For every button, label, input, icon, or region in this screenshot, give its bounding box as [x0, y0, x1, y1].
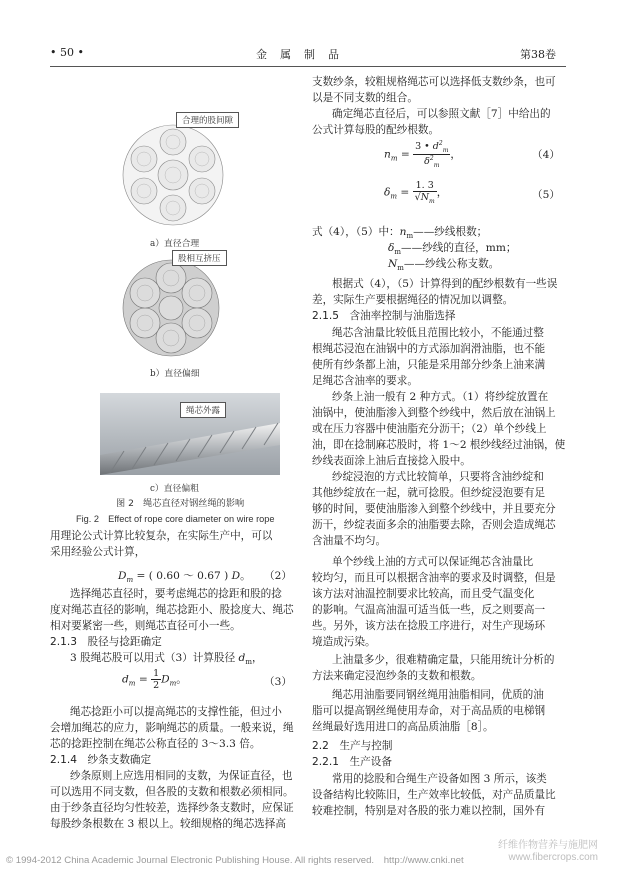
copyright-footer: © 1994-2012 China Academic Journal Electronic Publishing House. All rights reserved. http://www.cnki.net — [6, 855, 464, 866]
volume-label: 第38卷 — [520, 48, 556, 61]
rope-cross-section-a — [118, 120, 228, 230]
right-r7-1: 单个纱线上油的方式可以保证绳芯含油量比 — [332, 556, 534, 568]
watermark — [498, 840, 598, 864]
right-r5-2: 油锅中，使油脂渗入到整个纱线中，然后放在油锅上 — [312, 407, 556, 419]
header-rule — [50, 66, 566, 67]
equation-4-number: （4） — [532, 149, 560, 161]
equation-3-number: （3） — [264, 676, 292, 688]
right-r2-1: 确定绳芯直径后，可以参照文献［7］中给出的 — [332, 108, 551, 120]
left-p2-1: 选择绳芯直径时，要考虑绳芯的捻距和股的捻 — [70, 588, 282, 600]
right-r5-1: 纱条上油一般有 2 种方式。（1）将纱绽放置在 — [332, 391, 549, 403]
where-2: $\delta_m——$纱线的直径，mm； — [388, 242, 517, 257]
where-3: $N_m——$纱线公称支数。 — [388, 258, 500, 273]
figure-caption-cn: 图 2 绳芯直径对钢丝绳的影响 — [116, 498, 245, 509]
page-number: • 50 • — [50, 46, 84, 59]
left-p4-2: 会增加绳芯的应力，影响绳芯的质量。一般来说，绳 — [50, 722, 294, 734]
section-2-1-4: 2.1.4 纱条支数确定 — [50, 754, 152, 766]
equation-5-number: （5） — [532, 189, 560, 201]
right-r9-3: 丝绳最好选用进口的高品质油脂［8］。 — [312, 721, 494, 733]
section-2-2-1: 2.2.1 生产设备 — [312, 756, 392, 768]
right-r8-2: 方法来确定浸泡纱条的支数和根数。 — [312, 670, 482, 682]
callout-b: 股相互挤压 — [172, 250, 227, 266]
right-r6-1: 纱绽浸泡的方式比较简单，只要将含油纱绽和 — [332, 471, 544, 483]
right-r6-5: 含油量不均匀。 — [312, 535, 387, 547]
right-r4-4: 足绳芯含油率的要求。 — [312, 375, 418, 387]
right-r1-2: 以是不同支数的组合。 — [312, 92, 418, 104]
watermark-text: 纤维作物营养与施肥网 www.fibercrops.com — [498, 840, 598, 863]
left-p3: 3 股绳芯股可以用式（3）计算股径 $d_m$， — [70, 652, 263, 667]
callout-c: 绳芯外露 — [180, 402, 226, 418]
right-r8-1: 上油量多少，很难精确定量，只能用统计分析的 — [332, 654, 555, 666]
right-r5-3: 或在压力容器中使油脂充分沥干；（2）单个纱线上 — [312, 423, 547, 435]
left-p5-4: 每股纱条根数在 3 根以上。较细规格的绳芯选择高 — [50, 818, 286, 830]
right-r5-5: 纱线表面涂上油后直接捻入股中。 — [312, 455, 471, 467]
right-r6-4: 沥干，纱绽表面多余的油脂要去除，否则会造成绳芯 — [312, 519, 556, 531]
right-r3-2: 差，实际生产要根据绳径的情况加以调整。 — [312, 294, 514, 306]
right-r6-2: 其他纱绽放在一起，就可捻股。但纱绽浸泡要有足 — [312, 487, 546, 499]
label-b: b）直径偏细 — [150, 369, 200, 379]
right-r4-2: 根绳芯浸泡在油锅中的方式添加润滑油脂，也不能 — [312, 343, 546, 355]
equation-5: $\delta_m$ = $\frac{1. 3}{√N_m}$ ， — [384, 180, 448, 205]
right-r4-3: 使所有纱条都上油，只能是采用部分纱条上油来满 — [312, 359, 546, 371]
callout-a: 合理的股间隙 — [176, 112, 239, 128]
rope-cross-section-b — [118, 255, 224, 361]
where-1: 式（4），（5）中：$n_m——$纱线根数； — [312, 226, 488, 241]
left-p4-1: 绳芯捻距小可以提高绳芯的支撑性能，但过小 — [70, 706, 282, 718]
section-2-2: 2.2 生产与控制 — [312, 740, 393, 752]
right-r1-1: 支数纱条，较粗规格绳芯可以选择低支数纱条，也可 — [312, 76, 556, 88]
label-a: a）直径合理 — [150, 239, 200, 249]
left-line-2: 采用经验公式计算， — [50, 546, 146, 558]
equation-4: $n_m$ = $\frac{3 • d^2_m}{\delta^2_m}$ ， — [384, 140, 462, 170]
right-r9-1: 绳芯用油脂要同钢丝绳用油脂相同，优质的油 — [332, 689, 544, 701]
label-c: c）直径偏粗 — [150, 484, 199, 494]
equation-2: $D_m$ = ( 0.60 ～ 0.67 ) D。 — [118, 570, 251, 585]
right-r6-3: 够的时间，要使油脂渗入到整个纱线中，并且要充分 — [312, 503, 556, 515]
left-p2-3: 相对要紧密一些，则绳芯直径可小一些。 — [50, 620, 241, 632]
right-r7-4: 的影响。气温高油温可适当低一些，反之则要高一 — [312, 604, 546, 616]
left-p5-1: 纱条原则上应选用相同的支数，为保证直径，也 — [70, 770, 293, 782]
section-2-1-3: 2.1.3 股径与捻距确定 — [50, 636, 162, 648]
right-r4-1: 绳芯含油量比较低且范围比较小，不能通过整 — [332, 327, 544, 339]
right-r5-4: 油，即在捻制麻芯股时，将 1～2 根纱线经过油锅，使 — [312, 439, 566, 451]
right-r10-3: 较难控制，特别是对各股的张力难以控制，国外有 — [312, 805, 546, 817]
right-r10-2: 设备结构比较陈旧，生产效率比较低，对产品质量比 — [312, 789, 556, 801]
journal-title: 金 属 制 品 — [256, 48, 340, 61]
left-p5-3: 由于纱条直径均匀性较差，选择纱条支数时，应保证 — [50, 802, 294, 814]
equation-2-number: （2） — [264, 570, 292, 582]
right-r7-3: 该方法对油温控制要求比较高，而且受气温变化 — [312, 588, 535, 600]
right-r7-2: 较均匀，而且可以根据含油率的要求及时调整，但是 — [312, 572, 556, 584]
left-p5-2: 可以选用不同支数，但各股的支数和根数必须相同。 — [50, 786, 294, 798]
left-p2-2: 度对绳芯直径的影响，绳芯捻距小、股捻度大、绳芯 — [50, 604, 294, 616]
right-r2-2: 公式计算每股的配纱根数。 — [312, 124, 440, 136]
left-line-1: 用理论公式计算比较复杂，在实际生产中，可以 — [50, 530, 273, 542]
section-2-1-5: 2.1.5 含油率控制与油脂选择 — [312, 310, 456, 322]
right-r7-6: 境造成污染。 — [312, 636, 376, 648]
right-r9-2: 脂可以提高钢丝绳使用寿命，对于高品质的电梯钢 — [312, 705, 546, 717]
right-r7-5: 些。另外，该方法在捻股工序进行，对生产现场环 — [312, 620, 546, 632]
right-r3-1: 根据式（4），（5）计算得到的配纱根数有一些误 — [332, 278, 558, 290]
left-p4-3: 芯的捻距控制在绳芯公称直径的 3～3.3 倍。 — [50, 738, 261, 750]
equation-3: $d_m$ = $\frac{1}{2}$ $D_m$。 — [122, 668, 187, 691]
figure-caption-en: Fig. 2 Effect of rope core diameter on wire rope — [76, 514, 275, 524]
right-r10-1: 常用的捻股和合绳生产设备如图 3 所示，该类 — [332, 773, 547, 785]
